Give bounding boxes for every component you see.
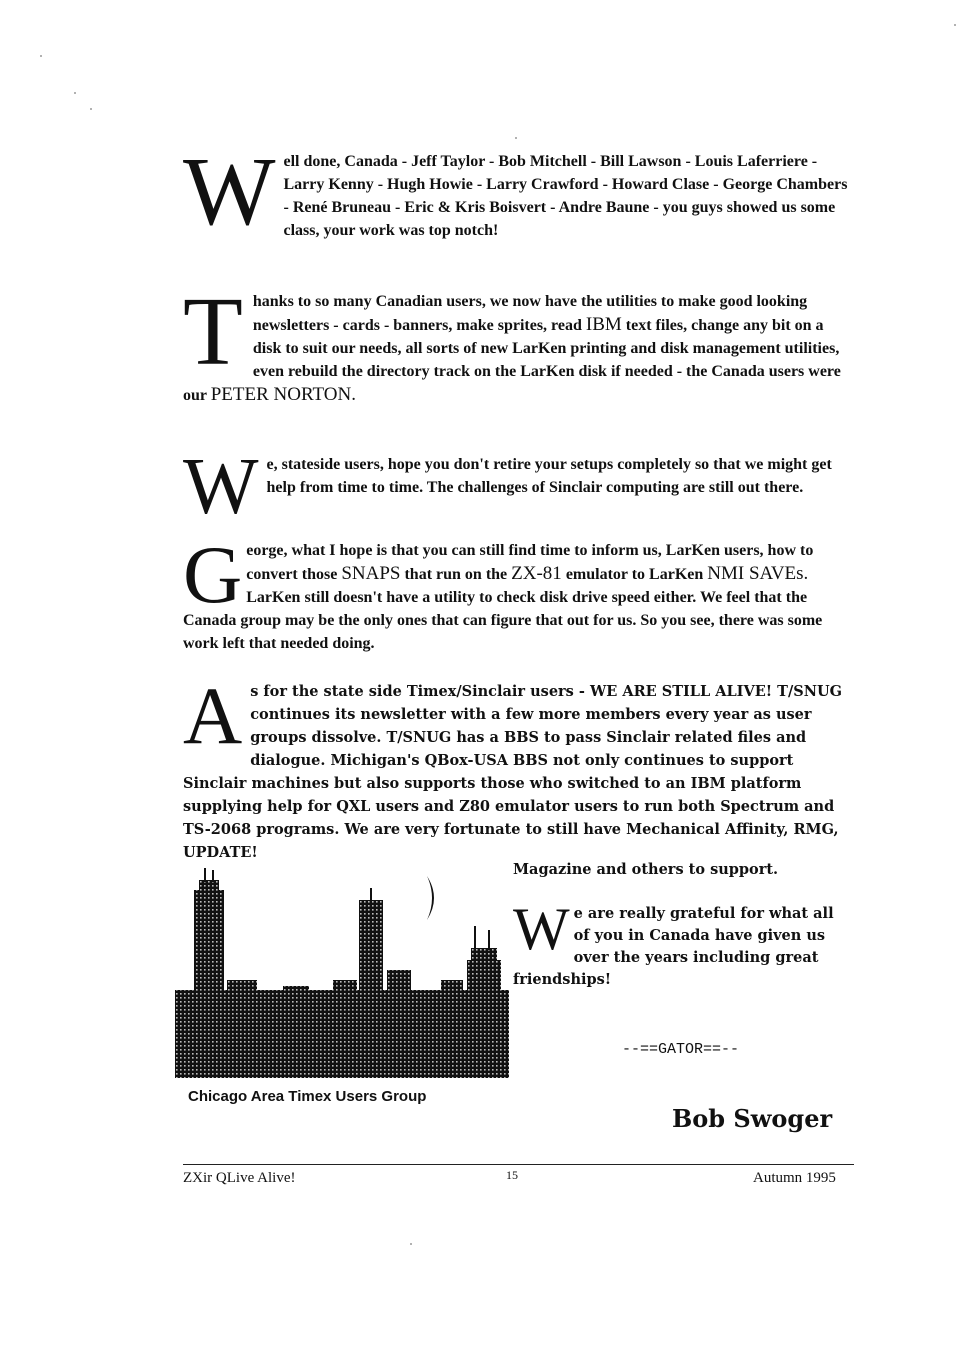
scan-speck — [90, 108, 92, 110]
dropcap-a: A — [183, 670, 243, 761]
paragraph-text: hanks to so many Canadian users, we now have the utilities to make good looking newsletters - cards - banners, make sprites, read — [252, 293, 808, 334]
scan-speck — [74, 92, 76, 94]
logo-caption: Chicago Area Timex Users Group — [188, 1088, 427, 1105]
paragraph-text: text files, change any bit on a disk to suit our needs, all sorts of new LarKen printing and disk management utilities, even rebuild the directory track on the LarKen disk if needed - the Canada users were our — [183, 317, 841, 404]
paragraph-george — [183, 529, 853, 655]
paragraph-text: e, stateside users, hope you don't retire your setups completely so that we might get help from time to time. The challenges of Sinclair computing are still out there. — [266, 456, 832, 496]
paragraph-text: LarKen still doesn't have a utility to check disk drive speed either. We feel that the Canada group may be the only ones that can figure that out for us. So you see, there was some work left that needed doing. — [183, 589, 823, 652]
snaps-text: SNAPS — [341, 563, 401, 584]
scan-speck — [954, 24, 956, 26]
paragraph-thanks-canadian — [183, 278, 853, 407]
dropcap-w: W — [183, 443, 259, 531]
zx81-text: ZX-81 — [511, 563, 562, 584]
footer-page-number: 15 — [506, 1168, 518, 1182]
dropcap-g: G — [183, 529, 243, 620]
peter-norton-text: PETER NORTON. — [210, 384, 356, 405]
paragraph-text: e are really grateful for what all of you in Canada have given us over the years including great friendships! — [513, 905, 834, 988]
paragraph-still-alive-tail: Magazine and others to support. — [513, 861, 779, 878]
gator-sign-off: --==GATOR==-- — [622, 1041, 740, 1058]
nmi-saves-text: NMI SAVEs. — [707, 563, 809, 584]
dropcap-w: W — [183, 138, 276, 246]
scan-speck — [410, 1243, 412, 1245]
paragraph-text: eorge, what I hope is that you can still find time to inform us, LarKen users, how to convert those — [246, 542, 814, 583]
scan-speck — [515, 137, 517, 139]
paragraph-stateside — [183, 443, 853, 531]
paragraph-still-alive — [183, 670, 853, 864]
chicago-skyline-icon — [175, 868, 509, 1078]
scan-speck — [40, 55, 42, 57]
paragraph-text: s for the state side Timex/Sinclair users - WE ARE STILL ALIVE! T/SNUG continues its newsletter with a few more members every year as user groups dissolve. T/SNUG has a BBS to pass Sinclair related files and dialogue. Michigan's QBox-USA BBS not only continues to support Sinclair machines but also supports those who switched to an IBM platform supplying help for QXL users and Z80 emulator users to run both Spectrum and TS-2068 programs. We are very fortunate to still have Mechanical Affinity, RMG, UPDATE! — [183, 683, 843, 861]
author-signature: Bob Swoger — [672, 1104, 833, 1133]
paragraph-text: emulator to LarKen — [561, 566, 708, 583]
ibm-text: IBM — [585, 314, 622, 335]
footer-date: Autumn 1995 — [753, 1170, 836, 1186]
dropcap-t: T — [183, 278, 243, 386]
paragraph-text: ell done, Canada - Jeff Taylor - Bob Mitchell - Bill Lawson - Louis Laferriere - Larry Kenny - Hugh Howie - Larry Crawford - Howard Clase - George Chambers - René Bruneau - Eric & Kris Boisvert - Andre Baune - you guys showed us some class, your work was top notch! — [283, 153, 848, 239]
paragraph-grateful — [513, 896, 853, 991]
paragraph-well-done — [183, 138, 853, 246]
footer-publication: ZXir QLive Alive! — [183, 1170, 296, 1186]
paragraph-text: that run on the — [400, 566, 512, 583]
footer-rule — [183, 1164, 854, 1165]
dropcap-w: W — [513, 896, 570, 962]
